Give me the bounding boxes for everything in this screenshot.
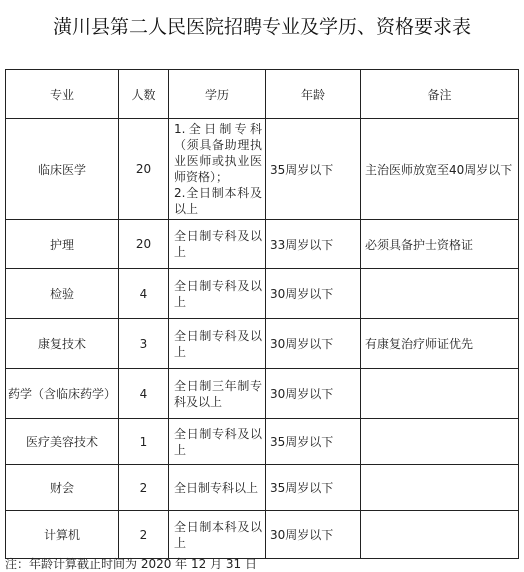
cell-education	[169, 465, 266, 511]
header-age: 年龄	[266, 70, 361, 119]
cell-education	[169, 220, 266, 269]
education-line: 全日制专科及以上	[174, 278, 262, 309]
education-line: 全日制专科及以上	[174, 229, 262, 259]
cell-major: 康复技术	[6, 319, 119, 369]
table-row	[6, 269, 519, 319]
cell-remark	[361, 419, 519, 465]
cell-remark	[361, 511, 519, 559]
requirements-table	[5, 69, 519, 559]
cell-major: 临床医学	[6, 119, 119, 220]
cell-major: 财会	[6, 465, 119, 511]
education-line: 全日制专科及以上	[174, 328, 262, 359]
cell-education	[169, 269, 266, 319]
cell-education	[169, 369, 266, 419]
cell-remark: 有康复治疗师证优先	[361, 319, 519, 369]
cell-count: 20	[119, 220, 169, 269]
header-education: 学历	[169, 70, 266, 119]
cell-remark	[361, 465, 519, 511]
cell-age: 30周岁以下	[266, 269, 361, 319]
education-line: 全日制专科及以上	[174, 426, 262, 457]
footnote: 注：年龄计算截止时间为 2020 年 12 月 31 日	[5, 557, 257, 571]
education-line: 1.全日制专科（须具备助理执业医师或执业医师资格）；	[174, 122, 262, 184]
page-title: 潢川县第二人民医院招聘专业及学历、资格要求表	[52, 16, 471, 38]
cell-age: 30周岁以下	[266, 369, 361, 419]
cell-education	[169, 511, 266, 559]
cell-count: 3	[119, 319, 169, 369]
cell-remark: 主治医师放宽至40周岁以下	[361, 119, 519, 220]
cell-major: 药学（含临床药学）	[6, 369, 119, 419]
table-row	[6, 319, 519, 369]
education-line: 2.全日制本科及以上	[174, 186, 262, 216]
cell-education	[169, 419, 266, 465]
cell-count: 4	[119, 369, 169, 419]
cell-major: 检验	[6, 269, 119, 319]
cell-major: 医疗美容技术	[6, 419, 119, 465]
cell-education	[169, 319, 266, 369]
table-row	[6, 465, 519, 511]
cell-age: 33周岁以下	[266, 220, 361, 269]
cell-count: 1	[119, 419, 169, 465]
cell-age: 35周岁以下	[266, 419, 361, 465]
cell-count: 20	[119, 119, 169, 220]
table-row	[6, 511, 519, 559]
education-line: 全日制三年制专科及以上	[174, 378, 262, 409]
header-major: 专业	[6, 70, 119, 119]
cell-count: 2	[119, 511, 169, 559]
cell-age: 30周岁以下	[266, 511, 361, 559]
cell-age: 35周岁以下	[266, 119, 361, 220]
cell-major: 计算机	[6, 511, 119, 559]
table-row	[6, 119, 519, 220]
cell-remark	[361, 369, 519, 419]
cell-age: 35周岁以下	[266, 465, 361, 511]
education-line: 全日制本科及以上	[174, 519, 262, 550]
cell-age: 30周岁以下	[266, 319, 361, 369]
cell-count: 2	[119, 465, 169, 511]
header-count: 人数	[119, 70, 169, 119]
table-body	[6, 119, 519, 559]
table-row	[6, 369, 519, 419]
education-line: 全日制专科以上	[174, 480, 259, 495]
cell-education	[169, 119, 266, 220]
header-remark: 备注	[361, 70, 519, 119]
cell-remark	[361, 269, 519, 319]
cell-major: 护理	[6, 220, 119, 269]
header-row	[6, 70, 519, 119]
table-row	[6, 220, 519, 269]
cell-count: 4	[119, 269, 169, 319]
table-row	[6, 419, 519, 465]
cell-remark: 必须具备护士资格证	[361, 220, 519, 269]
